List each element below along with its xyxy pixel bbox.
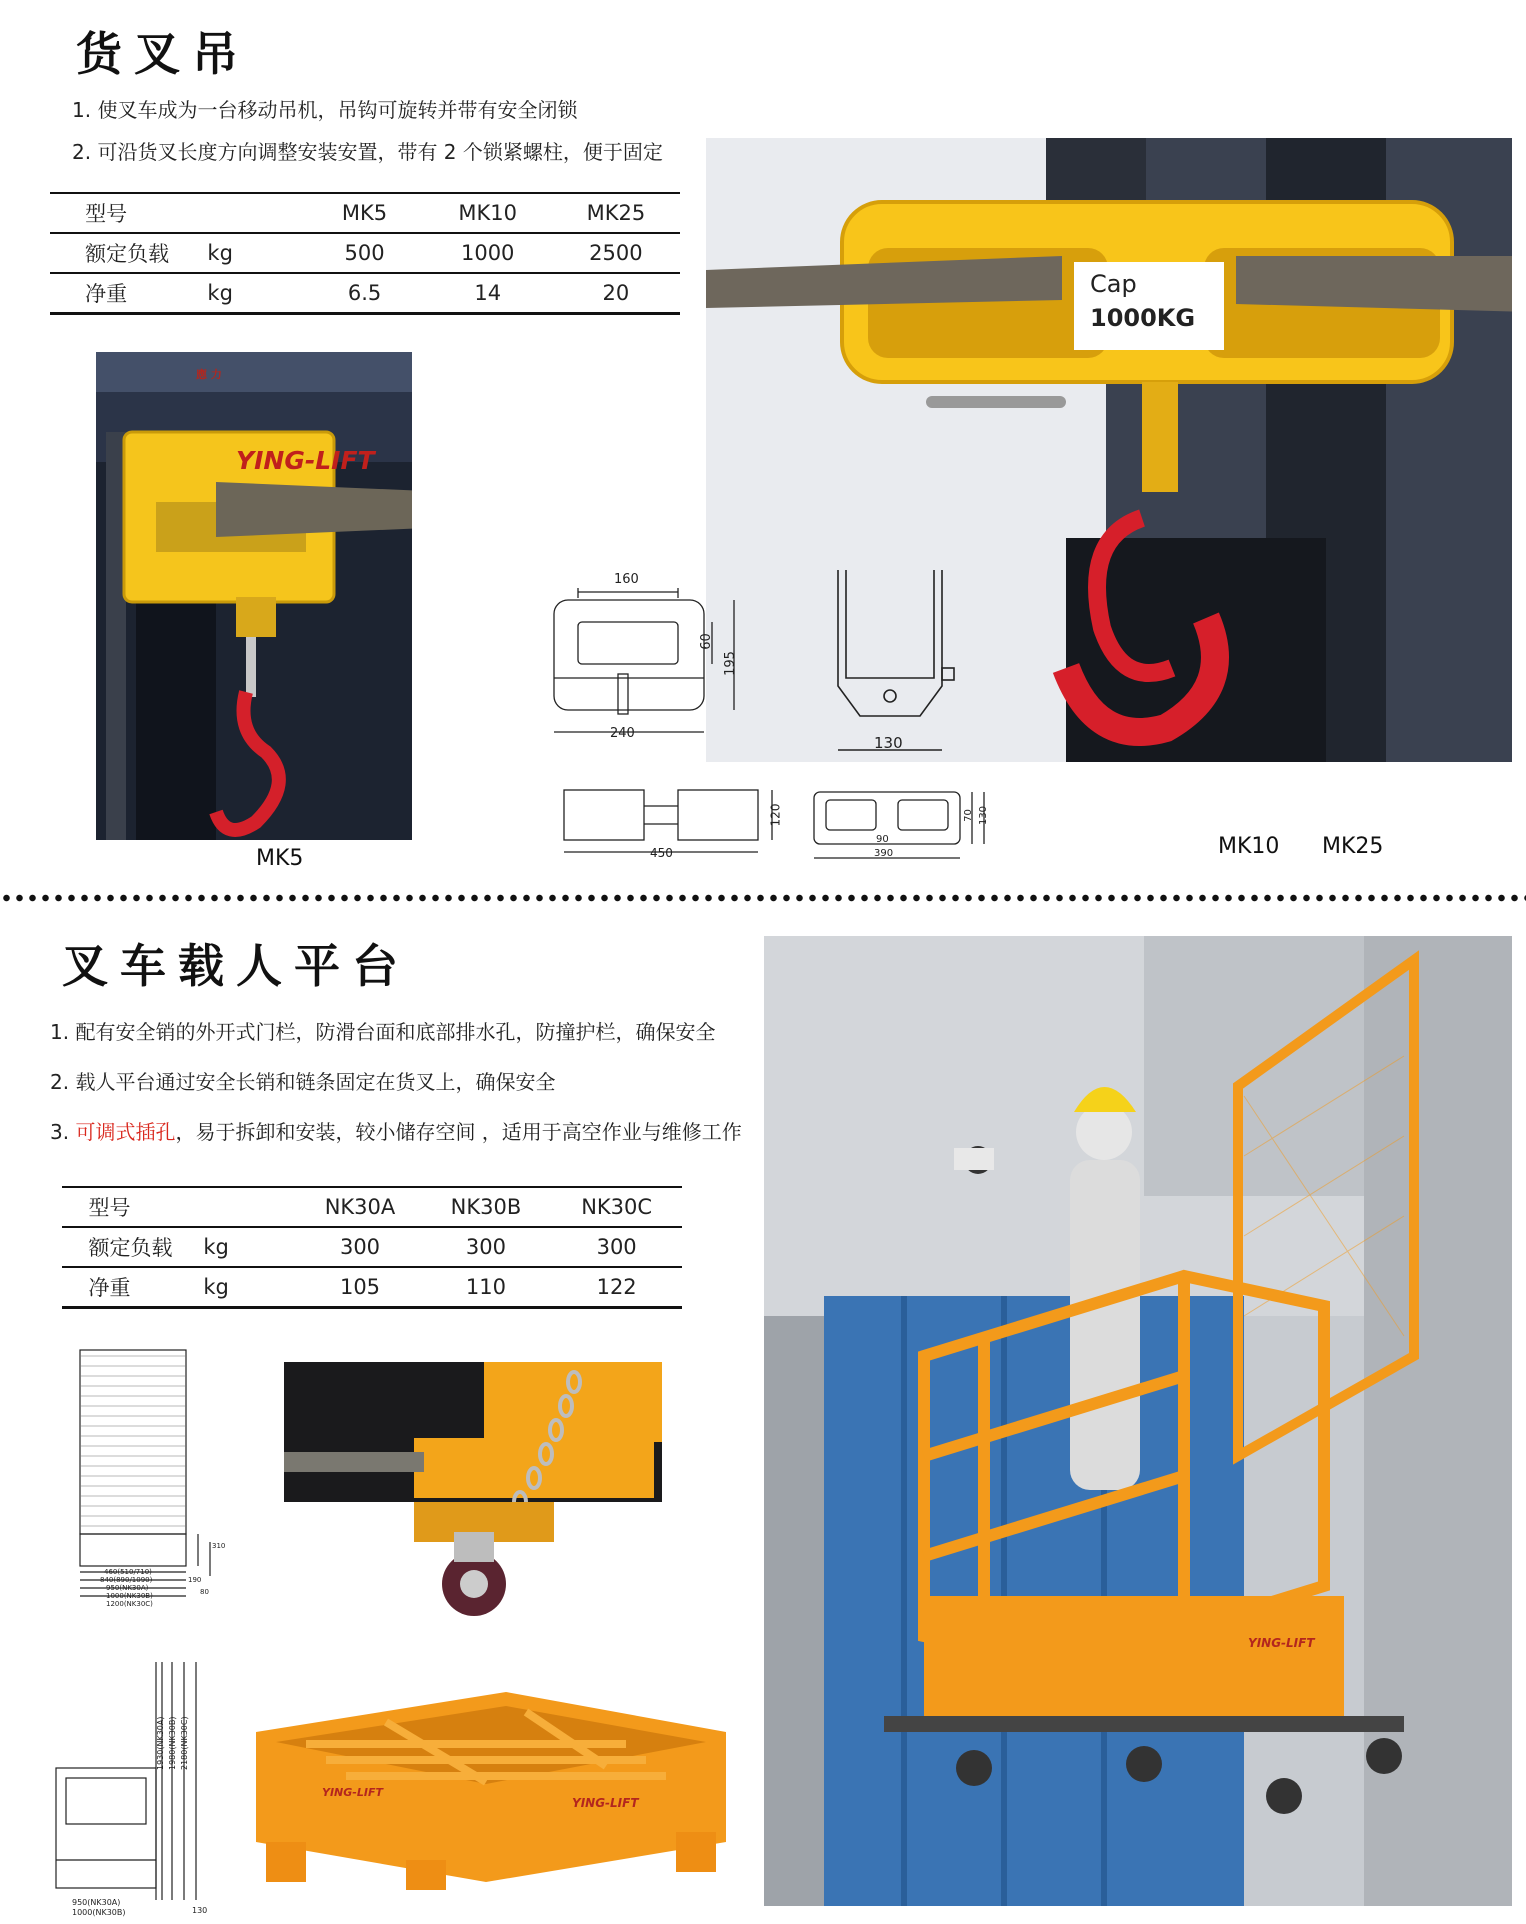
mk5-photo <box>96 352 412 840</box>
table-row <box>62 1187 682 1227</box>
table-row <box>50 233 680 273</box>
drawing-top-2 <box>808 786 998 866</box>
table-cell: 300 <box>421 1227 552 1267</box>
table-cell: NK30A <box>299 1187 420 1227</box>
table-cell: 型号 <box>89 1187 204 1227</box>
dim-label: 120 <box>768 803 783 827</box>
table-row <box>62 1227 682 1267</box>
table-cell: kg <box>207 233 305 273</box>
section2-feature-2: 2. 载人平台通过安全长销和链条固定在货叉上，确保安全 <box>50 1070 556 1094</box>
table-cell: 额定负载 <box>85 233 207 273</box>
drawing-top-1 <box>558 782 788 862</box>
folded-platform-photo <box>246 1692 746 1892</box>
dim-label: 1200(NK30C) <box>106 1600 153 1608</box>
table-row <box>62 1267 682 1308</box>
caster-chain-photo <box>284 1362 662 1634</box>
dim-label: 1930(NK30A) <box>156 1716 165 1770</box>
table-cell: 净重 <box>89 1267 204 1308</box>
feature-rest: ，易于拆卸和安装，较小储存空间 ，适用于高空作业与维修工作 <box>175 1120 742 1144</box>
dim-label: 195 <box>722 651 738 676</box>
table-cell: MK10 <box>424 193 552 233</box>
caption-mk10: MK10 <box>1218 834 1280 859</box>
table-cell <box>203 1187 299 1227</box>
feature-highlight: 可调式插孔 <box>75 1120 176 1144</box>
section1-spec-table <box>50 192 680 315</box>
table-cell: 105 <box>299 1267 420 1308</box>
section2-feature-1: 1. 配有安全销的外开式门栏，防滑台面和底部排水孔，防撞护栏，确保安全 <box>50 1020 716 1044</box>
table-cell: 122 <box>551 1267 682 1308</box>
table-cell: MK25 <box>552 193 680 233</box>
caption-mk25: MK25 <box>1322 834 1384 859</box>
table-cell: 500 <box>306 233 424 273</box>
dim-label: 1000(NK30B) <box>106 1592 153 1600</box>
section1-feature-1: 1. 使叉车成为一台移动吊机，吊钩可旋转并带有安全闭锁 <box>72 98 578 122</box>
platform-in-use-photo <box>764 936 1512 1906</box>
brand-chinese: 應 力 <box>196 368 222 381</box>
load-plate-line1: Cap <box>1090 270 1137 298</box>
table-cell: kg <box>203 1267 299 1308</box>
dim-label: 130 <box>874 734 903 752</box>
dim-label: 130 <box>978 805 990 826</box>
section1-title: 货叉吊 <box>76 27 250 81</box>
dim-label: 2180(NK30C) <box>180 1716 189 1770</box>
section-divider <box>0 894 1526 902</box>
mk10-mk25-photo <box>706 138 1512 762</box>
brand-logo-small: YING-LIFT <box>322 1786 383 1799</box>
dim-label: 450 <box>650 846 673 860</box>
dim-label: 60 <box>698 633 714 650</box>
section2-spec-table <box>62 1186 682 1309</box>
drawing-side <box>830 566 970 766</box>
table-cell: 净重 <box>85 273 207 314</box>
table-cell <box>207 193 305 233</box>
dim-label: 70 <box>962 809 974 822</box>
brand-logo-small: YING-LIFT <box>572 1796 639 1810</box>
table-cell: 20 <box>552 273 680 314</box>
dim-label: 950(NK30A) <box>72 1898 121 1907</box>
table-row <box>50 193 680 233</box>
dim-label: 950(NK30A) <box>106 1584 149 1592</box>
dim-label: 840(890/1090) <box>100 1576 153 1584</box>
dim-label: 130 <box>192 1906 208 1915</box>
table-cell: 额定负载 <box>89 1227 204 1267</box>
brand-logo: YING-LIFT <box>236 446 375 475</box>
feature-prefix: 3. <box>50 1120 76 1144</box>
section1-feature-2: 2. 可沿货叉长度方向调整安装安置，带有 2 个锁紧螺柱，便于固定 <box>72 140 663 164</box>
dim-label: 460(510/710) <box>104 1568 152 1576</box>
dim-label: 90 <box>876 834 889 845</box>
dim-label: 160 <box>614 572 639 587</box>
dim-label: 1000(NK30B) <box>72 1908 126 1917</box>
table-cell: NK30C <box>551 1187 682 1227</box>
drawing-front <box>548 570 748 750</box>
dim-label: 80 <box>200 1588 209 1596</box>
table-cell: 型号 <box>85 193 207 233</box>
platform-side-drawing <box>52 1660 222 1920</box>
table-cell: 300 <box>299 1227 420 1267</box>
table-cell: MK5 <box>306 193 424 233</box>
table-cell: 14 <box>424 273 552 314</box>
section2-title: 叉车载人平台 <box>62 939 410 993</box>
table-cell: 300 <box>551 1227 682 1267</box>
table-cell: 110 <box>421 1267 552 1308</box>
caption-mk5: MK5 <box>256 846 304 871</box>
section2-feature-3 <box>50 1116 742 1145</box>
dim-label: 1980(NK30B) <box>168 1716 177 1770</box>
table-cell: NK30B <box>421 1187 552 1227</box>
load-plate-line2: 1000KG <box>1090 304 1196 332</box>
table-cell: 6.5 <box>306 273 424 314</box>
dim-label: 390 <box>874 848 894 859</box>
platform-front-drawing <box>74 1346 224 1616</box>
table-cell: kg <box>207 273 305 314</box>
dim-label: 310 <box>212 1542 226 1550</box>
table-cell: kg <box>203 1227 299 1267</box>
dim-label: 240 <box>610 726 635 741</box>
brand-logo-small: YING-LIFT <box>1248 1636 1315 1650</box>
table-row <box>50 273 680 314</box>
dim-label: 190 <box>188 1576 202 1584</box>
table-cell: 2500 <box>552 233 680 273</box>
table-cell: 1000 <box>424 233 552 273</box>
